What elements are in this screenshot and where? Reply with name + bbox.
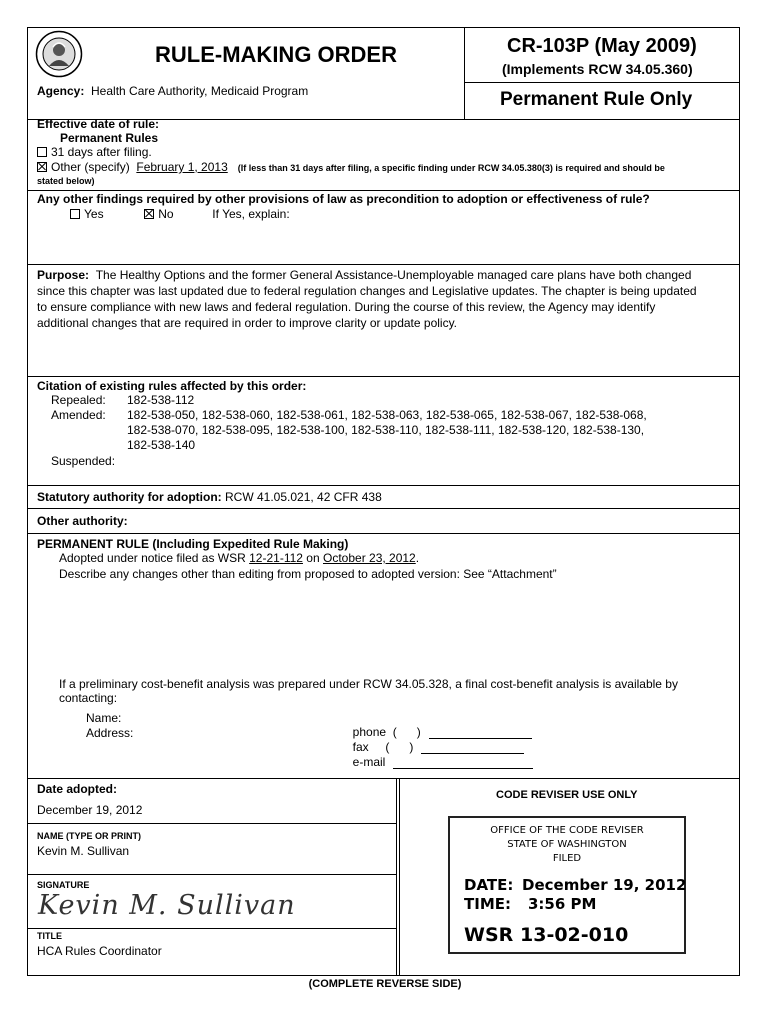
contact-address-label: Address: (86, 726, 134, 740)
stamp-time-value: 3:56 PM (528, 895, 597, 913)
stamp-wsr-value: 13-02-010 (520, 924, 629, 946)
form-id: CR-103P (May 2009) (507, 35, 697, 57)
signature: Kevin M. Sullivan (38, 890, 296, 921)
header-mid-rule (464, 82, 740, 83)
date-adopted-value: December 19, 2012 (37, 803, 143, 817)
footer-note: (COMPLETE REVERSE SIDE) (308, 978, 462, 990)
other-authority-label: Other authority: (37, 514, 128, 528)
describe-changes: Describe any changes other than editing from proposed to adopted version: See “Attachment” (59, 567, 557, 581)
effective-date-note: (If less than 31 days after filing, a specific finding under RCW 34.05.380(3) is required and should be (237, 163, 665, 173)
purpose-label: Purpose: (37, 268, 90, 282)
no-label: No (158, 207, 174, 221)
effective-date-value: February 1, 2013 (136, 160, 228, 174)
section-rule (27, 778, 740, 779)
yes-label: Yes (84, 207, 104, 221)
agency-label: Agency: (37, 84, 85, 98)
section-rule (27, 874, 396, 875)
amended-line3: 182-538-140 (127, 438, 196, 452)
fax-label: fax ( ) (352, 740, 414, 754)
checkbox-yes[interactable] (70, 209, 80, 219)
option-other-label: Other (specify) (51, 160, 130, 174)
section-rule (27, 376, 740, 377)
adopted-prefix: Adopted under notice filed as WSR (59, 551, 246, 565)
adopted-notice-line (59, 551, 419, 565)
other-findings-options (70, 207, 290, 221)
name-value: Kevin M. Sullivan (37, 844, 130, 858)
date-adopted-label: Date adopted: (37, 782, 118, 796)
statutory-value: RCW 41.05.021, 42 CFR 438 (225, 490, 382, 504)
rule-type-label: Permanent Rule Only (500, 89, 693, 110)
stamp-time-label: TIME: (464, 895, 511, 913)
agency-value: Health Care Authority, Medicaid Program (91, 84, 309, 98)
section-rule (27, 533, 740, 534)
stamp-wsr-label: WSR (464, 924, 514, 946)
amended-line1: 182-538-050, 182-538-060, 182-538-061, 182-538-063, 182-538-065, 182-538-067, 182-538-068, (127, 408, 647, 422)
contact-email (346, 741, 533, 769)
if-yes-explain-label: If Yes, explain: (212, 207, 290, 221)
header-divider (464, 27, 465, 119)
effective-date-note-cont: stated below) (37, 176, 95, 186)
amended-values (127, 408, 647, 453)
purpose-line1: The Healthy Options and the former General Assistance-Unemployable managed care plans have both changed (95, 268, 692, 282)
repealed-label: Repealed: (51, 393, 106, 407)
stamp-line3: FILED (552, 853, 582, 864)
option-31-days-label: 31 days after filing. (51, 145, 152, 159)
filed-stamp (448, 816, 686, 954)
washington-state-seal-icon (35, 30, 83, 78)
amended-label: Amended: (51, 408, 106, 422)
email-label: e-mail (352, 755, 386, 769)
bottom-divider (396, 778, 397, 976)
phone-label: phone ( ) (352, 725, 421, 739)
purpose-block (37, 267, 697, 331)
permanent-rule-heading: PERMANENT RULE (Including Expedited Rule Making) (37, 537, 349, 551)
on-word: on (306, 551, 320, 565)
page-title: RULE-MAKING ORDER (155, 42, 397, 67)
stamp-date-value: December 19, 2012 (522, 876, 687, 894)
other-findings-question: Any other findings required by other provisions of law as precondition to adoption or effectiveness of rule? (37, 192, 650, 206)
section-rule (27, 508, 740, 509)
repealed-value: 182-538-112 (127, 393, 195, 407)
effective-date-heading: Effective date of rule: (37, 117, 160, 131)
permanent-rules-subheading: Permanent Rules (60, 131, 159, 145)
checkbox-other-specify[interactable] (37, 162, 47, 172)
suspended-label: Suspended: (51, 454, 116, 468)
name-label: NAME (TYPE OR PRINT) (37, 831, 142, 841)
checkbox-no[interactable] (144, 209, 154, 219)
amended-line2: 182-538-070, 182-538-095, 182-538-100, 182-538-110, 182-538-111, 182-538-120, 182-538-130, (127, 423, 645, 437)
notice-date: October 23, 2012 (323, 551, 416, 565)
cost-benefit-line2: contacting: (59, 691, 118, 705)
section-rule (27, 485, 740, 486)
code-reviser-label: CODE REVISER USE ONLY (496, 789, 638, 801)
signature-label: SIGNATURE (37, 880, 90, 890)
stamp-line2: STATE OF WASHINGTON (507, 839, 627, 850)
title-value: HCA Rules Coordinator (37, 944, 162, 958)
option-other (37, 160, 665, 174)
agency-line (37, 84, 308, 98)
notice-wsr: 12-21-112 (249, 551, 303, 565)
section-rule (27, 264, 740, 265)
option-31-days (37, 145, 152, 159)
purpose-line2: since this chapter was last updated due to federal regulation changes and Legislative updates. The chapter is being updated (37, 284, 697, 298)
contact-name-label: Name: (86, 711, 122, 725)
title-label: TITLE (37, 931, 62, 941)
statutory-line (37, 490, 382, 504)
cost-benefit-line1: If a preliminary cost-benefit analysis was prepared under RCW 34.05.328, a final cost-benefit analysis is available by (59, 677, 678, 691)
implements-note: (Implements RCW 34.05.360) (502, 61, 693, 77)
section-rule (27, 928, 396, 929)
section-rule (27, 190, 740, 191)
checkbox-31-days[interactable] (37, 147, 47, 157)
stamp-line1: OFFICE OF THE CODE REVISER (490, 825, 644, 836)
section-rule (27, 823, 396, 824)
purpose-line3: to ensure compliance with new laws and federal regulation. During the course of this review, the Agency may identify (37, 300, 656, 314)
citation-heading: Citation of existing rules affected by this order: (37, 379, 307, 393)
purpose-line4: additional changes that are required in order to improve clarity or update policy. (37, 316, 458, 330)
bottom-divider-inner (399, 778, 400, 976)
email-field[interactable] (393, 768, 533, 769)
statutory-label: Statutory authority for adoption: (37, 490, 222, 504)
stamp-date-label: DATE: (464, 876, 514, 894)
notice-period: . (415, 551, 420, 565)
